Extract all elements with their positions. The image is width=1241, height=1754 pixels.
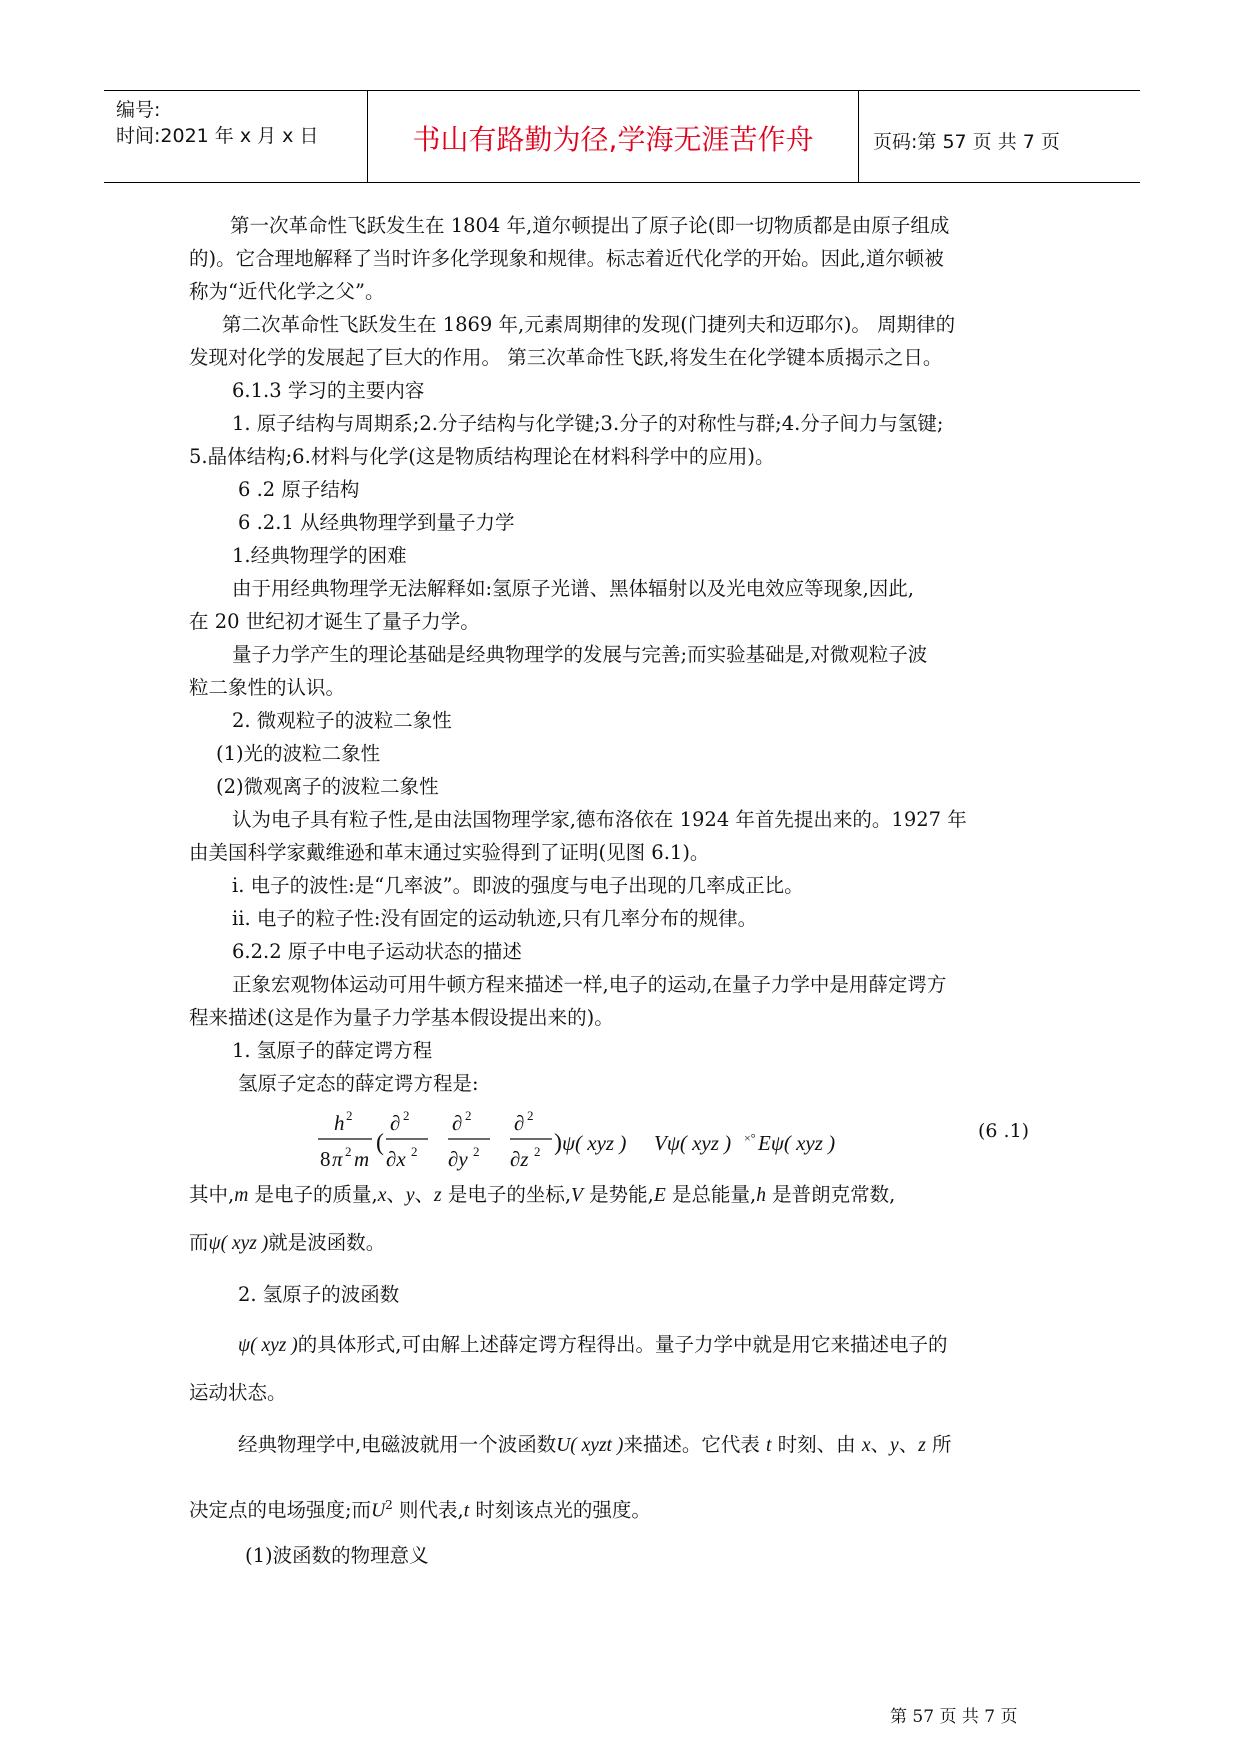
document-number-label: 编号: [116,99,161,121]
svg-text:h: h [334,1111,345,1135]
equation-number: (6 .1) [978,1120,1030,1142]
math-x: x [377,1185,387,1206]
svg-text:∂: ∂ [452,1111,463,1135]
body-line: 认为电子具有粒子性,是由法国物理学家,德布洛依在 1924 年首先提出来的。1927 年 [232,808,967,831]
equation-variables-line: 其中,m 是电子的质量,x、y、z 是电子的坐标,V 是势能,E 是总能量,h 是普朗克常数, [189,1183,896,1206]
body-line: 程来描述(这是作为量子力学基本假设提出来的)。 [189,1006,614,1029]
footer-page-number: 第 57 页 共 7 页 [890,1707,1018,1727]
math-h: h [756,1185,766,1206]
svg-text:∂y: ∂y [448,1147,468,1171]
section-heading: 2. 微观粒子的波粒二象性 [232,709,452,732]
section-heading: 6.1.3 学习的主要内容 [232,379,425,402]
body-line: 由于用经典物理学无法解释如:氢原子光谱、黑体辐射以及光电效应等现象,因此, [232,577,914,600]
body-line: 称为“近代化学之父”。 [189,280,385,303]
math-y: y [890,1435,899,1456]
math-t: t [463,1500,470,1522]
svg-text:ψ( xyz ): ψ( xyz ) [562,1131,627,1155]
svg-text:∂: ∂ [390,1111,401,1135]
body-line: 决定点的电场强度;而$U^2$ 则代表,t 时刻该点光的强度。 [189,1498,651,1522]
svg-text:π: π [332,1147,343,1171]
body-line: 粒二象性的认识。 [189,676,346,699]
body-line: 第一次革命性飞跃发生在 1804 年,道尔顿提出了原子论(即一切物质都是由原子组成 [230,214,950,237]
header-motto: 书山有路勤为径,学海无涯苦作舟 [412,123,814,156]
document-time-label: 时间:2021 年 x 月 x 日 [116,125,319,147]
section-heading: 1.经典物理学的困难 [232,544,407,567]
svg-text:2: 2 [465,1108,472,1123]
header-bottom-rule [104,182,1140,183]
math-z: z [434,1185,442,1206]
math-m: m [234,1185,249,1206]
math-x: x [861,1435,871,1456]
schrodinger-equation [310,1106,870,1182]
svg-text:Eψ( xyz ): Eψ( xyz ) [758,1131,836,1155]
header-divider-right [858,90,859,182]
body-line: 正象宏观物体运动可用牛顿方程来描述一样,电子的运动,在量子力学中是用薛定谔方 [232,973,947,996]
svg-text:∂: ∂ [514,1111,525,1135]
section-heading: (1)光的波粒二象性 [216,742,381,765]
math-U: U [371,1500,386,1522]
math-psi: ψ( xyz ) [238,1335,298,1356]
wavefunction-definition-line: 而ψ( xyz )就是波函数。 [189,1231,386,1254]
math-psi: ψ( xyz ) [208,1233,269,1254]
body-line: 发现对化学的发展起了巨大的作用。 第三次革命性飞跃,将发生在化学键本质揭示之日。 [189,346,943,369]
body-line: 5.晶体结构;6.材料与化学(这是物质结构理论在材料科学中的应用)。 [189,445,775,468]
svg-text:2: 2 [346,1108,353,1123]
svg-text:∂z: ∂z [510,1147,529,1171]
math-U: U( xyzt ) [556,1435,624,1456]
math-y: y [405,1185,415,1206]
section-heading: 6.2.2 原子中电子运动状态的描述 [232,940,522,963]
body-line: 运动状态。 [189,1381,287,1404]
svg-text:(: ( [376,1130,384,1156]
body-line: 经典物理学中,电磁波就用一个波函数U( xyzt )来描述。它代表 t 时刻、由 x、y、z 所 [238,1433,952,1456]
header-top-rule [104,90,1140,91]
body-line: 量子力学产生的理论基础是经典物理学的发展与完善;而实验基础是,对微观粒子波 [232,643,928,666]
section-heading: 6 .2.1 从经典物理学到量子力学 [238,511,515,534]
body-line: ii. 电子的粒子性:没有固定的运动轨迹,只有几率分布的规律。 [232,907,758,930]
math-E: E [653,1185,666,1206]
section-heading: 6 .2 原子结构 [238,478,360,501]
section-heading: 2. 氢原子的波函数 [238,1283,400,1306]
math-V: V [571,1185,583,1206]
section-heading: 1. 氢原子的薛定谔方程 [232,1039,433,1062]
header-page-label: 页码:第 57 页 共 7 页 [873,131,1060,153]
math-t: t [766,1435,772,1456]
body-line: 1. 原子结构与周期系;2.分子结构与化学键;3.分子的对称性与群;4.分子间力与氢键; [232,412,944,435]
section-heading: (1)波函数的物理意义 [245,1544,429,1567]
svg-text:Vψ( xyz ): Vψ( xyz ) [654,1131,732,1155]
svg-text:×°: ×° [744,1131,756,1145]
body-line: 的)。它合理地解释了当时许多化学现象和规律。标志着近代化学的开始。因此,道尔顿被 [189,247,944,270]
body-line: i. 电子的波性:是“几率波”。即波的强度与电子出现的几率成正比。 [232,874,804,897]
svg-text:8: 8 [320,1147,331,1171]
body-line: 在 20 世纪初才诞生了量子力学。 [189,610,480,633]
svg-text:): ) [554,1130,562,1156]
svg-text:2: 2 [345,1144,352,1159]
svg-text:2: 2 [534,1144,541,1159]
svg-text:2: 2 [473,1144,480,1159]
body-line: 由美国科学家戴维逊和革末通过实验得到了证明(见图 6.1)。 [189,841,710,864]
body-line: ψ( xyz )的具体形式,可由解上述薛定谔方程得出。量子力学中就是用它来描述电子的 [238,1333,948,1356]
svg-text:2: 2 [403,1108,410,1123]
svg-text:2: 2 [411,1144,418,1159]
svg-text:∂x: ∂x [386,1147,406,1171]
svg-text:2: 2 [527,1108,534,1123]
section-heading: (2)微观离子的波粒二象性 [216,775,439,798]
svg-text:m: m [354,1147,370,1171]
math-z: z [918,1435,926,1456]
body-line: 第二次革命性飞跃发生在 1869 年,元素周期律的发现(门捷列夫和迈耶尔)。 周期律的 [222,313,956,336]
body-line: 氢原子定态的薛定谔方程是: [238,1072,479,1095]
